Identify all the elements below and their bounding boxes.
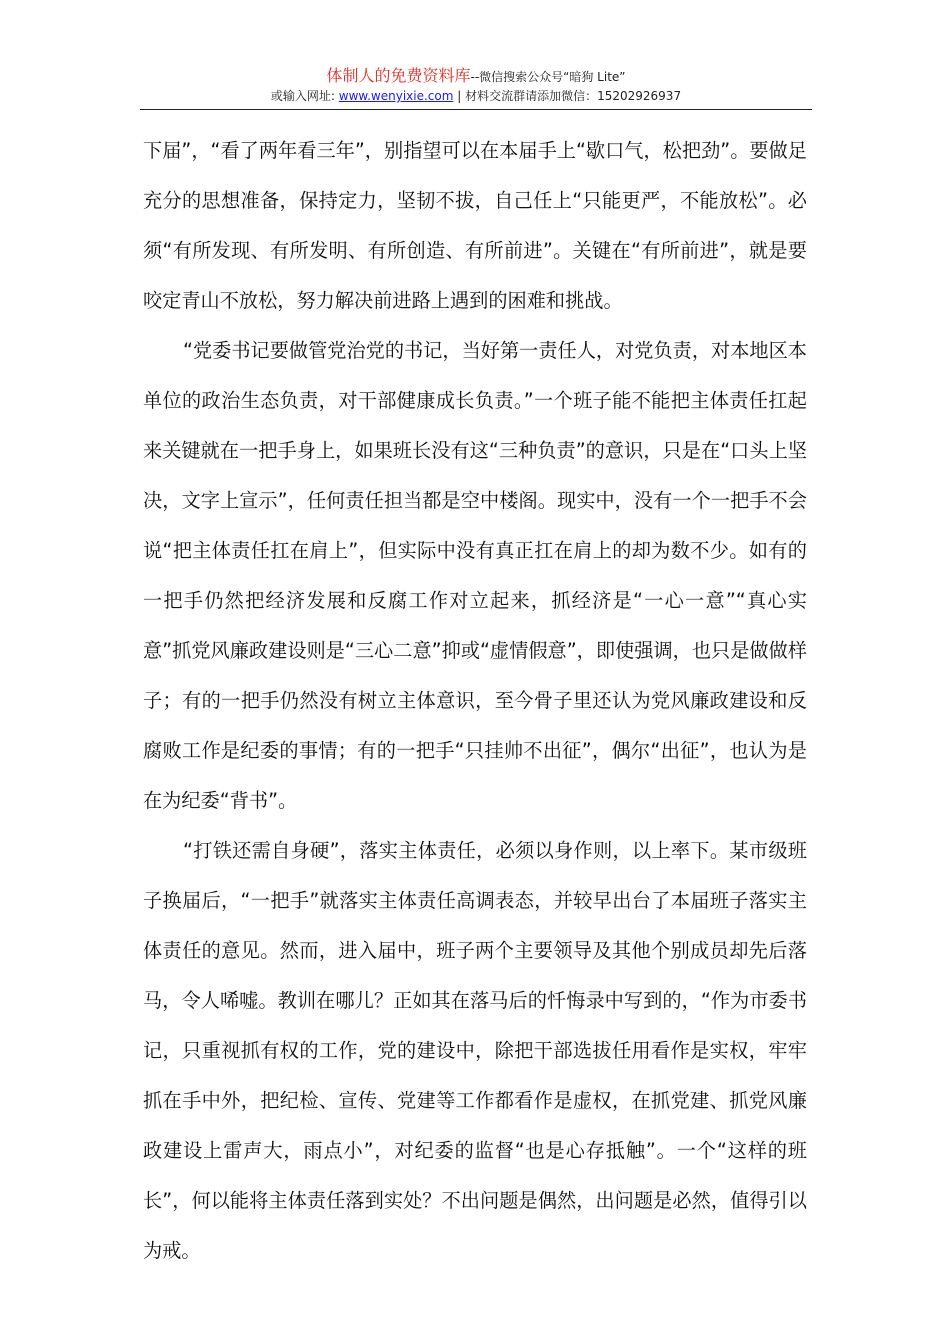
page-header <box>140 66 812 105</box>
paragraph-2: “党委书记要做管党治党的书记，当好第一责任人，对党负责，对本地区本单位的政治生态负责，对干部健康成长负责。”一个班子能不能把主体责任扛起来关键就在一把手身上，如果班长没有这“三种负责”的意识，只是在“口头上坚决，文字上宣示”，任何责任担当都是空中楼阁。现实中，没有一个一把手不会说“把主体责任扛在肩上”，但实际中没有真正扛在肩上的却为数不少。如有的一把手仍然把经济发展和反腐工作对立起来，抓经济是“一心一意”“真心实意”抓党风廉政建设则是“三心二意”抑或“虚情假意”，即使强调，也只是做做样子；有的一把手仍然没有树立主体意识，至今骨子里还认为党风廉政建设和反腐败工作是纪委的事情；有的一把手“只挂帅不出征”，偶尔“出征”，也认为是在为纪委“背书”。 <box>143 339 807 812</box>
header-slogan: --微信搜索公众号“暗狗 Lite” <box>470 70 626 84</box>
header-website-link[interactable]: www.wenyixie.com <box>338 89 454 103</box>
paragraph-3: “打铁还需自身硬”，落实主体责任，必须以身作则，以上率下。某市级班子换届后，“一把手”就落实主体责任高调表态，并较早出台了本届班子落实主体责任的意见。然而，进入届中，班子两个主要领导及其他个别成员却先后落马，令人唏嘘。教训在哪儿？正如其在落马后的忏悔录中写到的，“作为市委书记，只重视抓有权的工作，党的建设中，除把干部选拔任用看作是实权，牢牢抓在手中外，把纪检、宣传、党建等工作都看作是虚权，在抓党建、抓党风廉政建设上雷声大，雨点小”，对纪委的监督“也是心存抵触”。一个“这样的班长”，何以能将主体责任落到实处？不出问题是偶然，出问题是必然，值得引以为戒。 <box>143 839 807 1262</box>
header-title-line <box>140 66 812 87</box>
header-contact-line <box>140 87 812 105</box>
header-url-prefix: 或输入网址: <box>270 89 339 103</box>
header-brand: 体制人的免费资料库 <box>326 66 471 85</box>
header-contact-info: | 材料交流群请添加微信：15202926937 <box>453 89 682 103</box>
document-body <box>143 126 807 1276</box>
header-divider <box>140 109 812 110</box>
paragraph-1: 下届”，“看了两年看三年”，别指望可以在本届手上“歇口气，松把劲”。要做足充分的思想准备，保持定力，坚韧不拔，自己任上“只能更严，不能放松”。必须“有所发现、有所发明、有所创造、有所前进”。关键在“有所前进”，就是要咬定青山不放松，努力解决前进路上遇到的困难和挑战。 <box>143 139 807 312</box>
